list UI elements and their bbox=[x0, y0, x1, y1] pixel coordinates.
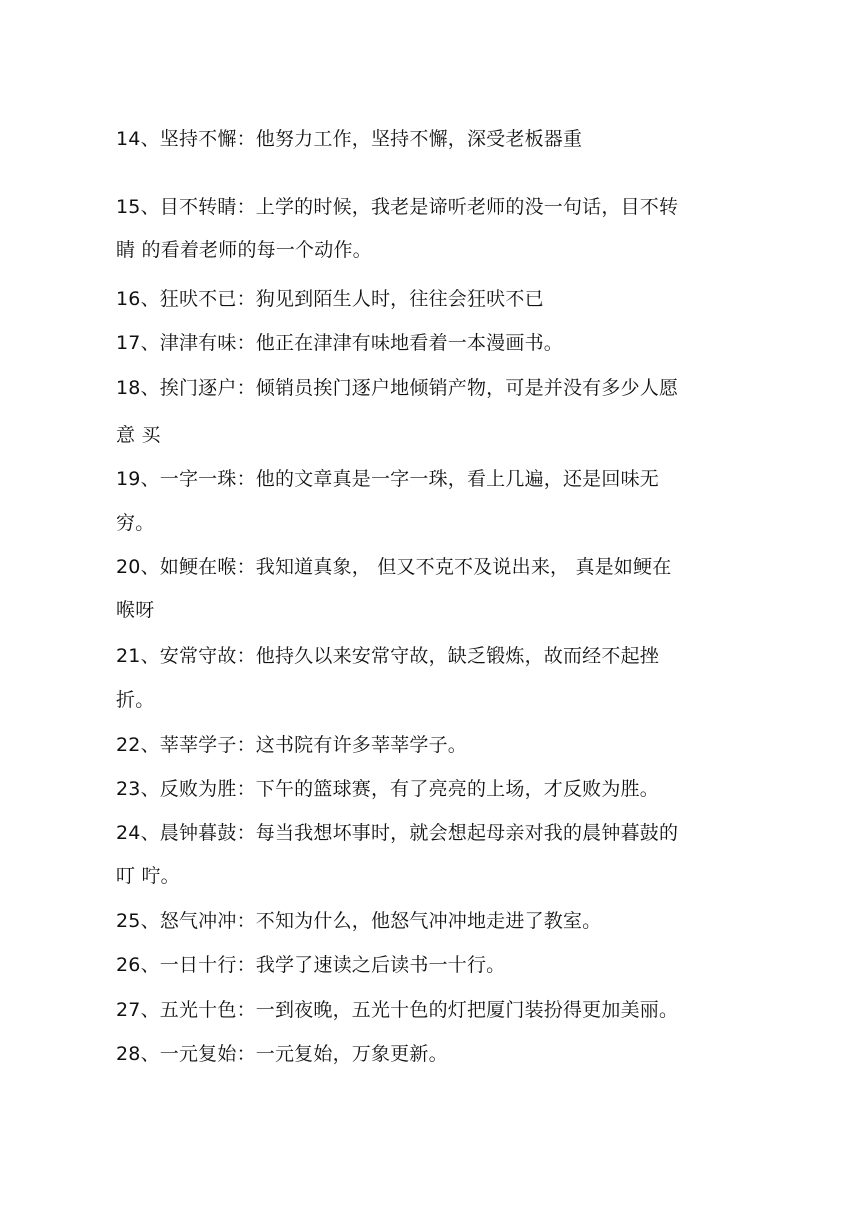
line-18a: 18、挨门逐户：倾销员挨门逐户地倾销产物，可是并没有多少人愿 bbox=[116, 377, 679, 399]
line-14: 14、坚持不懈：他努力工作，坚持不懈，深受老板器重 bbox=[116, 128, 583, 150]
line-24a: 24、晨钟暮鼓：每当我想坏事时，就会想起母亲对我的晨钟暮鼓的 bbox=[116, 822, 679, 844]
line-15b: 睛 的看着老师的每一个动作。 bbox=[116, 239, 372, 261]
line-20b: 喉呀 bbox=[116, 599, 155, 621]
line-20a: 20、如鲠在喉：我知道真象， 但又不克不及说出来， 真是如鲠在 bbox=[116, 556, 672, 578]
line-22: 22、莘莘学子：这书院有许多莘莘学子。 bbox=[116, 734, 467, 756]
line-21b: 折。 bbox=[116, 689, 155, 711]
line-16: 16、狂吠不已：狗见到陌生人时，往往会狂吠不已 bbox=[116, 288, 544, 310]
line-17: 17、津津有味：他正在津津有味地看着一本漫画书。 bbox=[116, 332, 563, 354]
line-28: 28、一元复始：一元复始，万象更新。 bbox=[116, 1043, 448, 1065]
line-19b: 穷。 bbox=[116, 512, 155, 534]
line-18b: 意 买 bbox=[116, 424, 161, 446]
line-24b: 叮 咛。 bbox=[116, 865, 180, 887]
line-15a: 15、目不转睛：上学的时候，我老是谛听老师的没一句话，目不转 bbox=[116, 196, 679, 218]
line-25: 25、怒气冲冲：不知为什么，他怒气冲冲地走进了教室。 bbox=[116, 910, 602, 932]
line-26: 26、一日十行：我学了速读之后读书一十行。 bbox=[116, 954, 506, 976]
line-27: 27、五光十色：一到夜晚，五光十色的灯把厦门装扮得更加美丽。 bbox=[116, 999, 679, 1021]
line-21a: 21、安常守故：他持久以来安常守故，缺乏锻炼，故而经不起挫 bbox=[116, 645, 659, 667]
line-23: 23、反败为胜：下午的篮球赛，有了亮亮的上场，才反败为胜。 bbox=[116, 778, 659, 800]
line-19a: 19、一字一珠：他的文章真是一字一珠，看上几遍，还是回味无 bbox=[116, 468, 659, 490]
